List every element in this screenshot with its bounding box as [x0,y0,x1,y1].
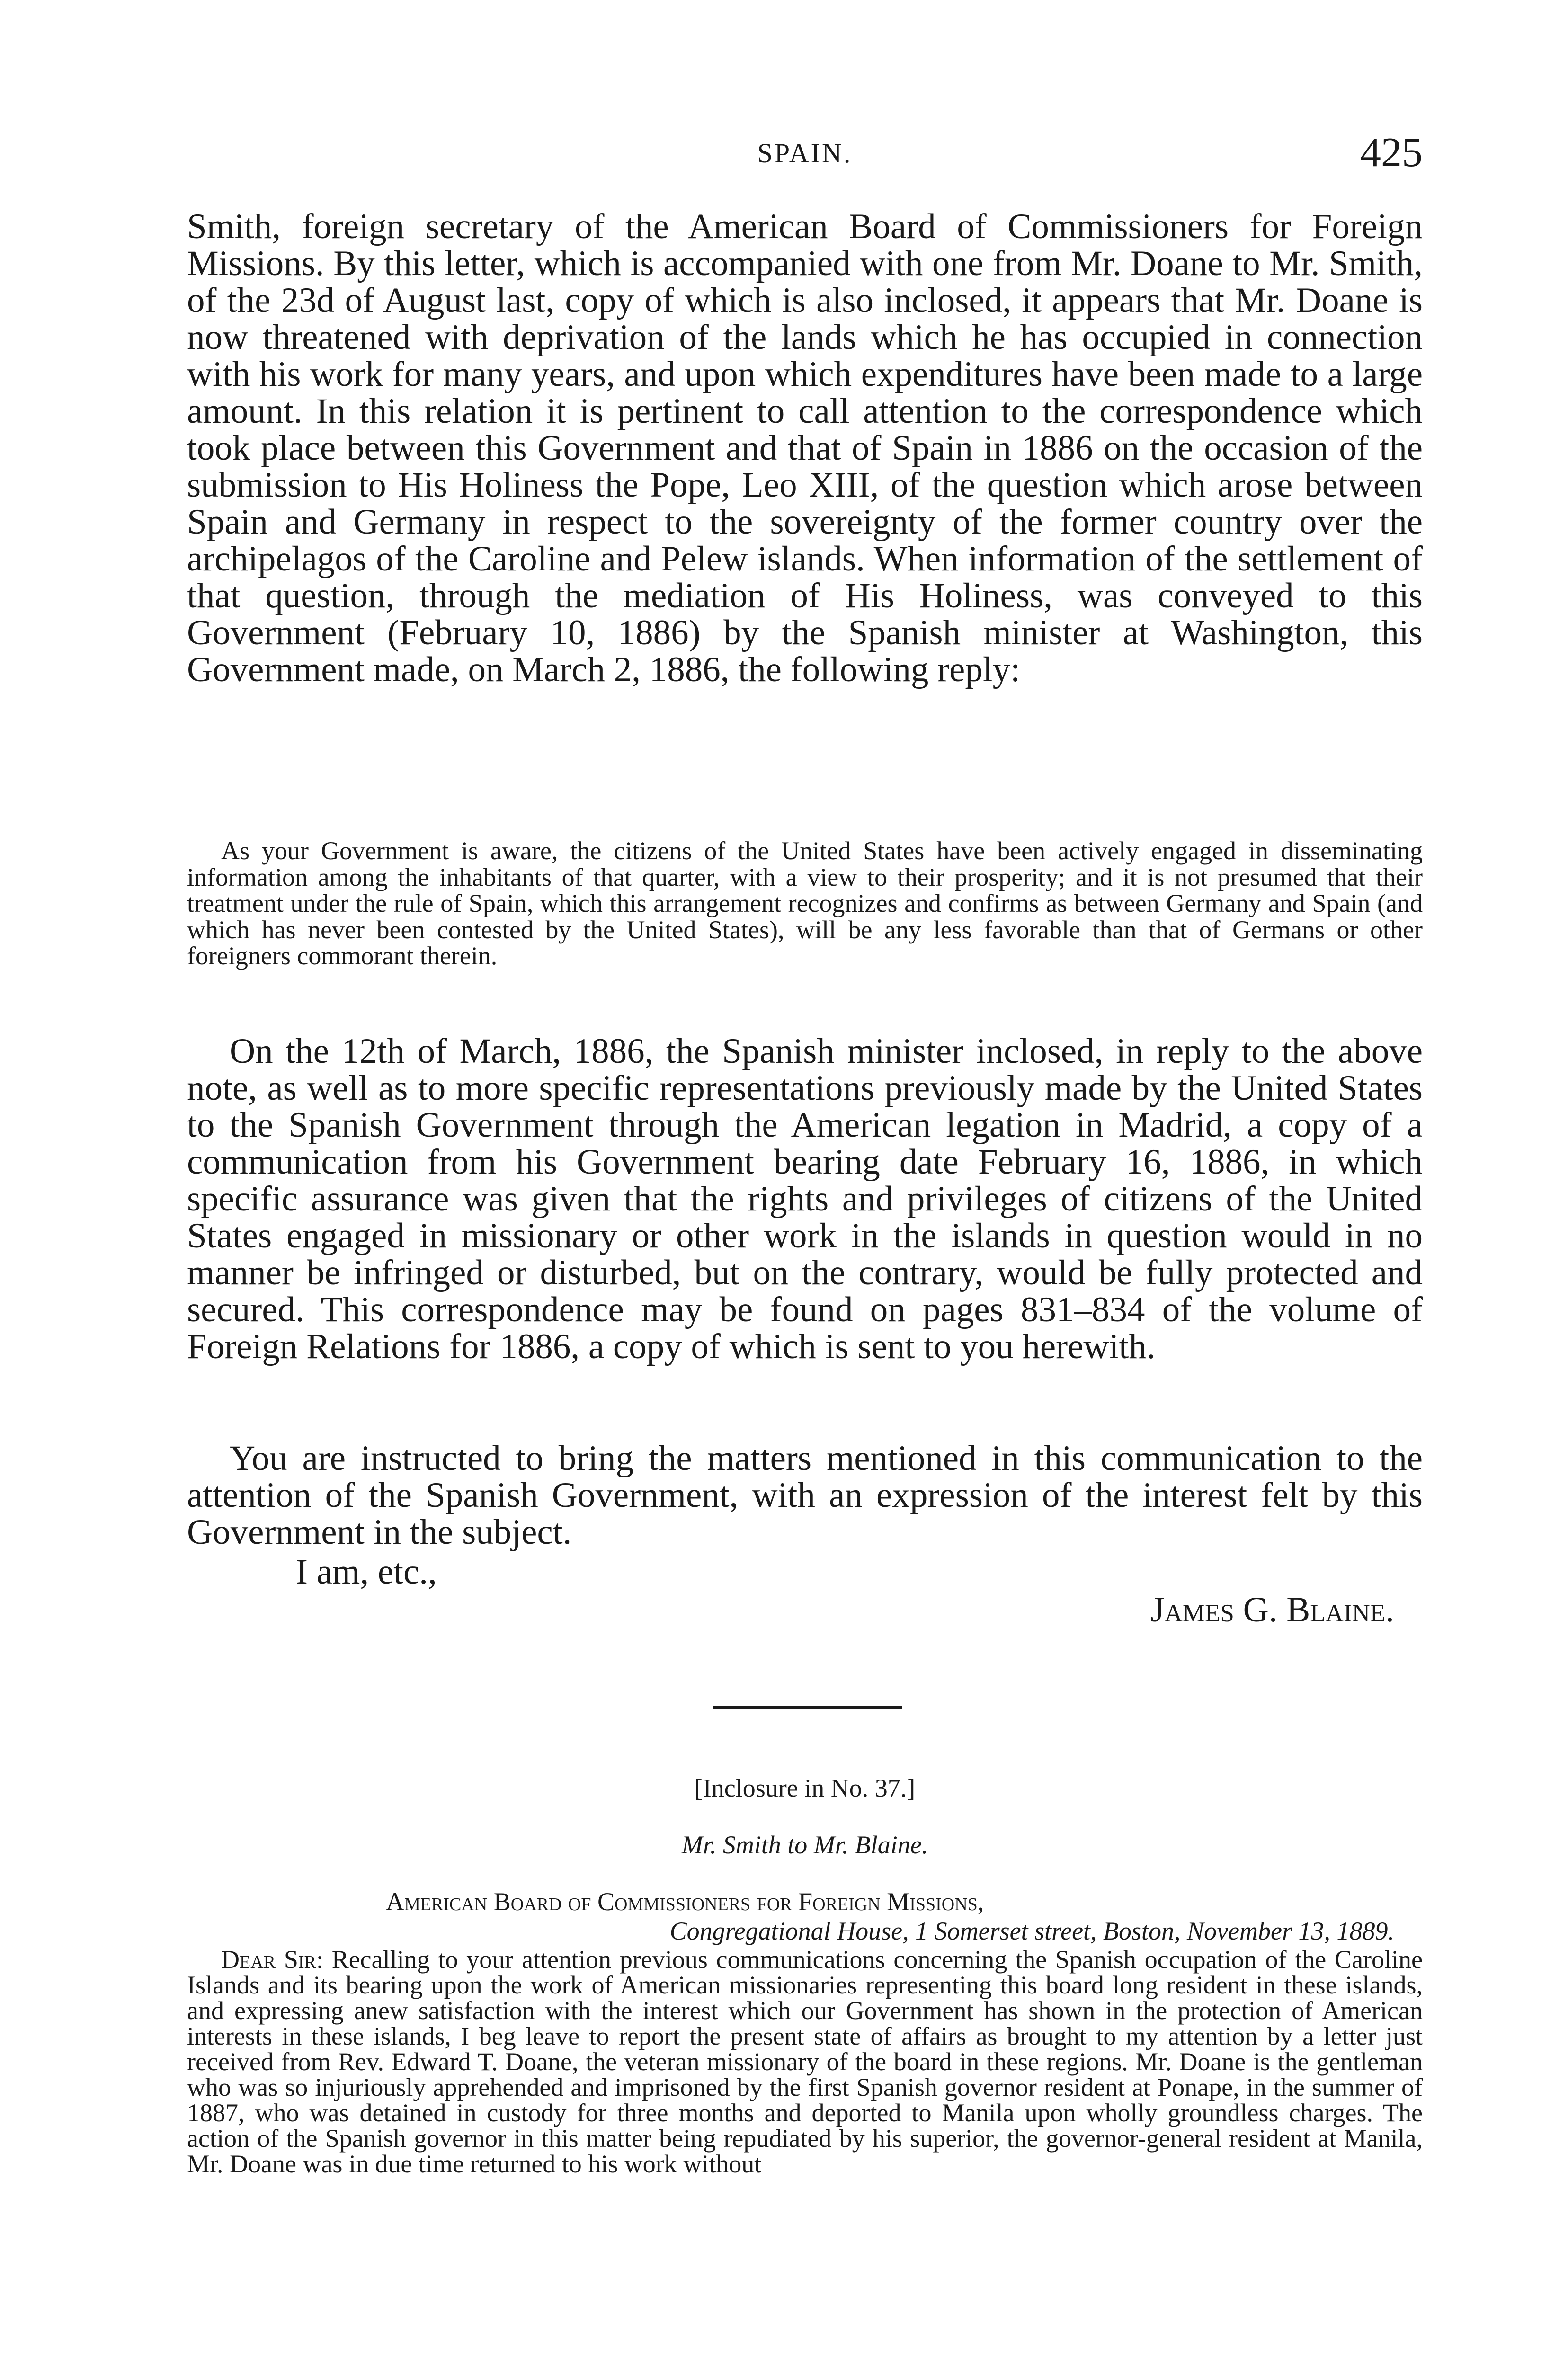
sender-address: Congregational House, 1 Somerset street, Boston, November 13, 1889. [669,1917,1394,1945]
letter-paragraph-3: You are instructed to bring the matters mentioned in this communication to the attention of the Spanish Government, with an expression of the interest felt by this Government in the subject. [187,1439,1423,1552]
quoted-reply: As your Government is aware, the citizens of the United States have been actively engaged in disseminating information among the inhabitants of that quarter, with a view to their prosperity; and it is not presumed that their treatment under the rule of Spain, which this arrangement recognizes and confirms as between Germany and Spain (and which has never been contested by the United States), will be any less favorable than that of Germans or other foreigners commorant therein. [187,836,1423,970]
inclosure-label: [Inclosure in No. 37.] [694,1774,916,1802]
sender-organization: American Board of Commissioners for Foreign Missions, [386,1887,984,1916]
letter-closing: I am, etc., [296,1552,437,1592]
inclosure-title: Mr. Smith to Mr. Blaine. [681,1831,928,1859]
page-header [187,118,1423,175]
letter-paragraph-1: Smith, foreign secretary of the American Board of Commissioners for Foreign Missions. By this letter, which is accompanied with one from Mr. Doane to Mr. Smith, of the 23d of August last, copy of which is also inclosed, it appears that Mr. Doane is now threatened with deprivation of the lands which he has occupied in connection with his work for many years, and upon which expenditures have been made to a large amount. In this relation it is pertinent to call attention to the correspondence which took place between this Government and that of Spain in 1886 on the occasion of the submission to His Holiness the Pope, Leo XIII, of the question which arose between Spain and Germany in respect to the sovereignty of the former country over the archipelagos of the Caroline and Pelew islands. When information of the settlement of that question, through the mediation of His Holiness, was conveyed to this Government (February 10, 1886) by the Spanish minister at Washington, this Government made, on March 2, 1886, the following reply: [187,207,1423,689]
letter-signature: James G. Blaine. [1150,1590,1394,1629]
running-head: SPAIN. [757,138,853,169]
salutation: Dear Sir: [221,1945,323,1974]
page-number: 425 [1360,130,1423,176]
section-divider [713,1706,902,1709]
inclosure-body-text: Recalling to your attention previous communications concerning the Spanish occupation of the Caroline Islands and its bearing upon the work of American missionaries representing this board long resident in these islands, and expressing anew satisfaction with the interest which our Government has shown in the protection of American interests in these islands, I beg leave to report the present state of affairs as brought to my attention by a letter just received from Rev. Edward T. Doane, the veteran missionary of the board in these regions. Mr. Doane is the gentleman who was so injuriously apprehended and imprisoned by the first Spanish governor resident at Ponape, in the summer of 1887, who was detained in custody for three months and deported to Manila upon wholly groundless charges. The action of the Spanish governor in this matter being repudiated by his superior, the governor-general resident at Manila, Mr. Doane was in due time returned to his work without [187,1945,1423,2178]
letter-paragraph-2: On the 12th of March, 1886, the Spanish minister inclosed, in reply to the above note, as well as to more specific representations previously made by the United States to the Spanish Government through the American legation in Madrid, a copy of a communication from his Government bearing date February 16, 1886, in which specific assurance was given that the rights and privileges of citizens of the United States engaged in missionary or other work in the islands in question would in no manner be infringed or disturbed, but on the contrary, would be fully protected and secured. This correspondence may be found on pages 831–834 of the volume of Foreign Relations for 1886, a copy of which is sent to you herewith. [187,1032,1423,1366]
inclosure-body [187,1947,1423,2367]
